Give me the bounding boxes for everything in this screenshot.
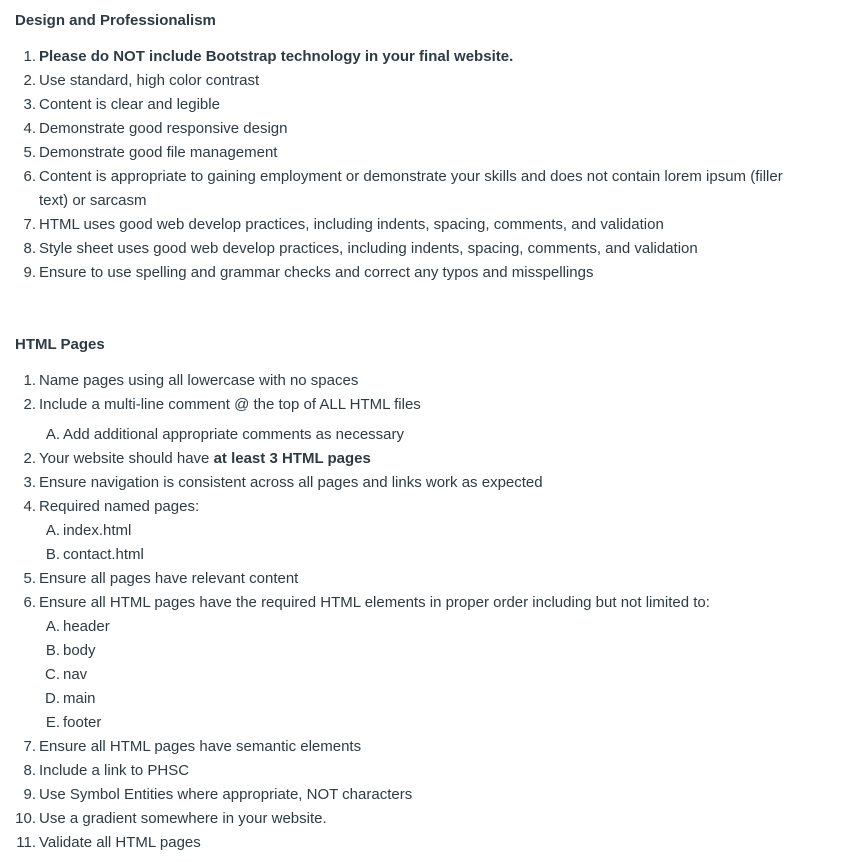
section-title-design: Design and Professionalism: [15, 12, 216, 29]
section-title-html-pages: HTML Pages: [15, 336, 105, 353]
assignment-requirements: Design and Professionalism 1. Please do NOT include Bootstrap technology in your final website. 2. Use standard, high color contrast 3. Content is clear and legible 4. Demonstrate good responsive design 5. Demonstrate good file management 6. Content is appropriate to gaining employment or demonstrate your skills and does not contain lorem ipsum (filler text) or sarcasm 7. HTML uses good web develop practices, including indents, spacing, comments, and validation 8. Style sheet uses good web develop practices, including indents, spacing, comments, and validation 9. Ensure to use spelling and grammar checks and correct any typos and misspellings HTML Pages 1. Name pages using all lowercase with no spaces 2. Include a multi-line comment @ the top of ALL HTML files A. Add additional appropriate comments as necessary 2. Your website should have at least 3 HTML pages 3. Ensure navigation is consistent across all pages and links work as expected 4. Required named pages: A. index.html B. contact.html 5. Ensure all pages have relevant content 6. Ensure all HTML pages have the required HTML elements in proper order including but not limited to: A. header B. body C. nav D. main E. footer 7. Ensure all HTML pages have semantic elements 8. Include a link to PHSC 9. Use Symbol Entities where appropriate, NOT characters 10. Use a gradient somewhere in your website. 11. Validate all HTML pages: [15, 12, 783, 851]
